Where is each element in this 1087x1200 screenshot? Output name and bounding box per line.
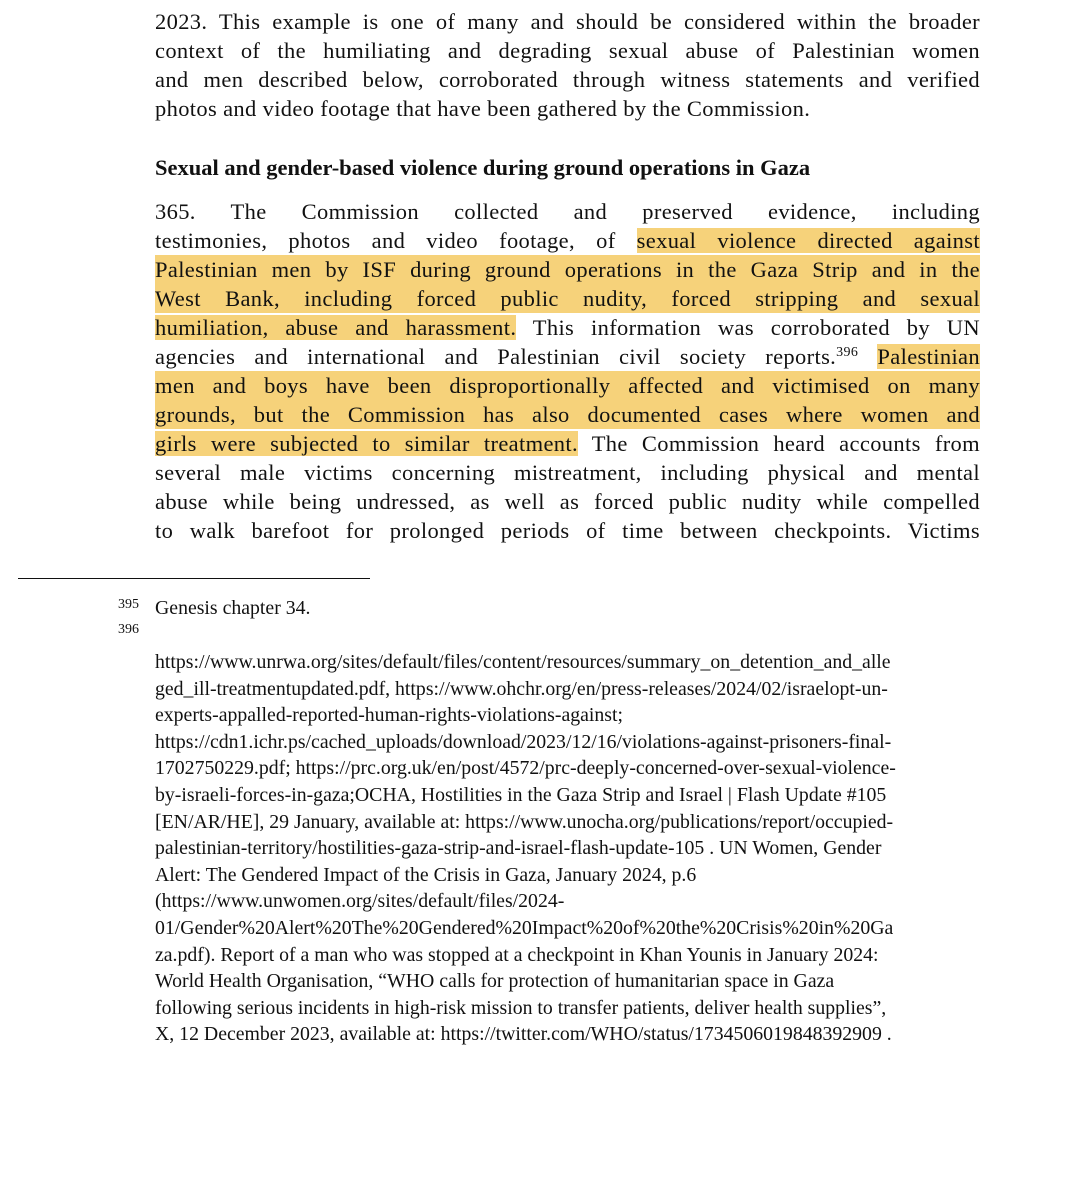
highlighted-text: sexual violence directed against: [636, 228, 980, 253]
highlighted-text-line: men and boys have been disproportionally affected and victimised on many: [155, 373, 980, 398]
footnote-396-line: X, 12 December 2023, available at: https://twitter.com/WHO/status/1734506019848392909 .: [155, 1023, 892, 1046]
body-text-line: photos and video footage that have been gathered by the Commission.: [155, 96, 811, 121]
plain-text: testimonies, photos and video footage, of: [155, 228, 637, 253]
footnote-396-line: (https://www.unwomen.org/sites/default/files/2024-: [155, 890, 565, 913]
plain-text: This information was corroborated by UN: [516, 315, 981, 340]
footnote-396-line: by-israeli-forces-in-gaza;OCHA, Hostilities in the Gaza Strip and Israel | Flash Update #105: [155, 784, 887, 806]
footnote-number: 396: [118, 622, 139, 637]
footnote-reference[interactable]: 396: [836, 345, 859, 360]
paragraph-365-line: [155, 313, 980, 342]
body-text-line: context of the humiliating and degrading sexual abuse of Palestinian women: [155, 38, 980, 63]
footnote-number: 395: [118, 597, 139, 612]
paragraph-365-line: 365. The Commission collected and preserved evidence, including: [155, 199, 980, 224]
plain-text: The Commission heard accounts from: [577, 431, 980, 456]
paragraph-365-line: abuse while being undressed, as well as forced public nudity while compelled: [155, 489, 980, 514]
paragraph-365-line: [155, 342, 980, 371]
footnote-396-line: 01/Gender%20Alert%20The%20Gendered%20Impact%20of%20the%20Crisis%20in%20Ga: [155, 917, 894, 939]
body-text-line: 2023. This example is one of many and should be considered within the broader: [155, 9, 980, 34]
paragraph-365-line: [155, 429, 980, 458]
footnote-396-line: https://www.unrwa.org/sites/default/files/content/resources/summary_on_detention_and_alle: [155, 651, 891, 673]
footnote-396-line: ged_ill-treatmentupdated.pdf, https://www.ohchr.org/en/press-releases/2024/02/israelopt-un-: [155, 677, 888, 700]
paragraph-365-line: [155, 226, 980, 255]
footnote-396-line: following serious incidents in high-risk mission to transfer patients, deliver health supplies”,: [155, 996, 887, 1019]
plain-text: agencies and international and Palestinian civil society reports.: [155, 344, 837, 369]
highlighted-text: humiliation, abuse and harassment.: [155, 315, 517, 340]
highlighted-text-line: Palestinian men by ISF during ground operations in the Gaza Strip and in the: [155, 257, 980, 282]
highlighted-text-line: West Bank, including forced public nudity, forced stripping and sexual: [155, 286, 980, 311]
footnote-text: Genesis chapter 34.: [155, 597, 311, 619]
footnote-396-line: palestinian-territory/hostilities-gaza-strip-and-israel-flash-update-105 . UN Women, Gender: [155, 837, 882, 860]
paragraph-365-line: several male victims concerning mistreatment, including physical and mental: [155, 460, 980, 485]
section-heading: Sexual and gender-based violence during ground operations in Gaza: [155, 155, 811, 180]
footnote-396-line: [EN/AR/HE], 29 January, available at: https://www.unocha.org/publications/report/occupied-: [155, 810, 894, 833]
footnote-396-line: Alert: The Gendered Impact of the Crisis in Gaza, January 2024, p.6: [155, 863, 697, 886]
footnote-divider: [18, 578, 370, 579]
footnote-396-line: World Health Organisation, “WHO calls for protection of humanitarian space in Gaza: [155, 970, 835, 993]
body-text-line: and men described below, corroborated through witness statements and verified: [155, 67, 980, 92]
footnote-396-line: 1702750229.pdf; https://prc.org.uk/en/post/4572/prc-deeply-concerned-over-sexual-violence-: [155, 757, 896, 780]
footnote-396-line: za.pdf). Report of a man who was stopped at a checkpoint in Khan Younis in January 2024:: [155, 943, 879, 966]
highlighted-text-line: grounds, but the Commission has also documented cases where women and: [155, 402, 980, 427]
footnote-396-line: https://cdn1.ichr.ps/cached_uploads/download/2023/12/16/violations-against-prisoners-final-: [155, 730, 892, 753]
paragraph-365-line: to walk barefoot for prolonged periods of time between checkpoints. Victims: [155, 518, 980, 543]
footnote-396-line: experts-appalled-reported-human-rights-violations-against;: [155, 704, 623, 727]
highlighted-text: Palestinian: [877, 344, 980, 369]
highlighted-text: girls were subjected to similar treatment.: [155, 431, 578, 456]
